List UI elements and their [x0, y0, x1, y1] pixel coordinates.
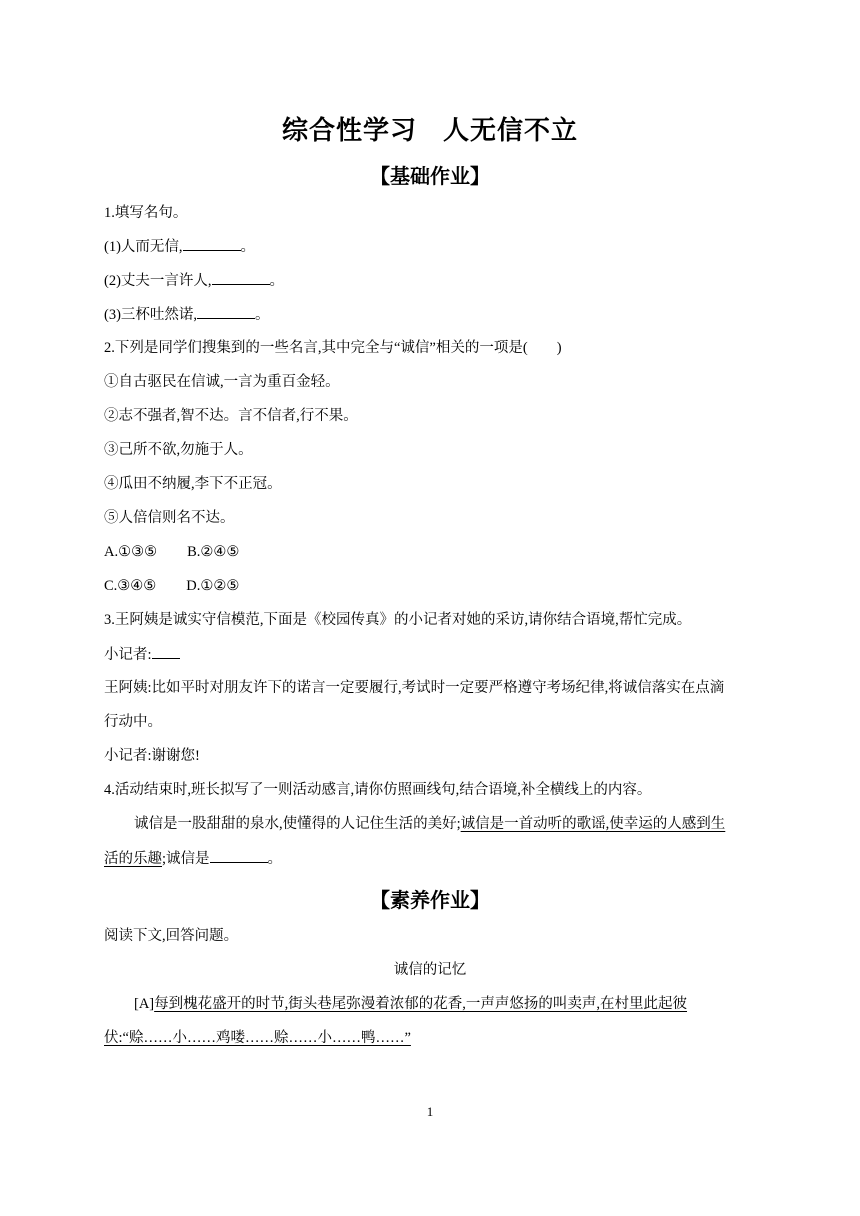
paragraph-a-tag: [A]	[134, 996, 155, 1012]
answer-blank[interactable]	[212, 270, 270, 285]
q4-line-1-text: 诚信是一股甜甜的泉水,使懂得的人记住生活的美好;	[134, 816, 461, 832]
q1-item-1-text: (1)人而无信,	[104, 239, 183, 255]
answer-blank[interactable]	[210, 848, 268, 863]
q2-option-c[interactable]: C.③④⑤	[104, 578, 157, 594]
section-literacy-heading: 【素养作业】	[370, 888, 490, 912]
q2-options-row-1	[104, 542, 239, 562]
paragraph-a-underlined-1: 每到槐花盛开的时节,街头巷尾弥漫着浓郁的花香,一声声悠扬的叫卖声,在村里此起彼	[154, 996, 688, 1012]
q4-line-2-end: 。	[267, 851, 283, 867]
q4-underlined-sentence-end: 活的乐趣	[104, 851, 162, 867]
q1-stem: 1.填写名句。	[104, 205, 188, 221]
q2-sentence-2: ②志不强者,智不达。言不信者,行不果。	[104, 408, 358, 424]
page-number: 1	[426, 1104, 434, 1119]
q1-item-3	[104, 304, 270, 325]
answer-blank[interactable]	[183, 236, 241, 251]
q3-reporter-question	[104, 644, 180, 665]
q1-item-2-text: (2)丈夫一言许人,	[104, 273, 212, 289]
q2-sentence-1: ①自古驱民在信诚,一言为重百金轻。	[104, 374, 340, 390]
q1-item-1-end: 。	[240, 239, 256, 255]
q2-sentence-5: ⑤人倍信则名不达。	[104, 510, 235, 526]
q3-stem: 3.王阿姨是诚实守信模范,下面是《校园传真》的小记者对她的采访,请你结合语境,帮忙完成。	[104, 612, 692, 628]
q4-line-2-text: ;诚信是	[162, 851, 210, 867]
q3-reporter-label: 小记者:	[104, 647, 152, 663]
title-part1: 综合性学习	[281, 116, 417, 146]
q2-option-a[interactable]: A.①③⑤	[104, 544, 158, 560]
q2-sentence-3: ③己所不欲,勿施于人。	[104, 442, 253, 458]
q2-options-row-2	[104, 576, 239, 596]
q1-item-3-end: 。	[255, 307, 270, 323]
title-part2: 人无信不立	[443, 116, 579, 146]
q4-stem: 4.活动结束时,班长拟写了一则活动感言,请你仿照画线句,结合语境,补全横线上的内容。	[104, 782, 652, 798]
q1-item-2	[104, 270, 284, 291]
paragraph-a-line-2	[104, 1028, 411, 1048]
paragraph-a-underlined-2: 伏:“赊……小……鸡喽……赊……小……鸭……”	[104, 1030, 411, 1046]
q1-item-3-text: (3)三杯吐然诺,	[104, 307, 198, 323]
q3-auntie-line-2: 行动中。	[104, 714, 162, 730]
q4-line-2	[104, 848, 282, 869]
q2-option-b[interactable]: B.②④⑤	[187, 544, 240, 560]
paragraph-a-line-1	[134, 994, 687, 1014]
reading-instruction: 阅读下文,回答问题。	[104, 928, 239, 944]
q4-underlined-sentence: 诚信是一首动听的歌谣,使幸运的人感到生	[460, 816, 726, 832]
answer-blank[interactable]	[152, 644, 180, 659]
answer-blank[interactable]	[197, 304, 255, 319]
q2-stem: 2.下列是同学们搜集到的一些名言,其中完全与“诚信”相关的一项是( )	[104, 340, 562, 356]
q1-item-2-end: 。	[269, 273, 285, 289]
q3-reporter-thanks: 小记者:谢谢您!	[104, 748, 200, 764]
q2-option-d[interactable]: D.①②⑤	[186, 578, 240, 594]
article-title: 诚信的记忆	[393, 962, 467, 978]
q1-item-1	[104, 236, 255, 257]
page-title	[0, 110, 860, 147]
q2-sentence-4: ④瓜田不纳履,李下不正冠。	[104, 476, 282, 492]
q3-auntie-line-1: 王阿姨:比如平时对朋友许下的诺言一定要履行,考试时一定要严格遵守考场纪律,将诚信落实在点滴	[104, 680, 725, 696]
q4-line-1	[134, 814, 725, 834]
section-basic-heading: 【基础作业】	[370, 164, 490, 188]
